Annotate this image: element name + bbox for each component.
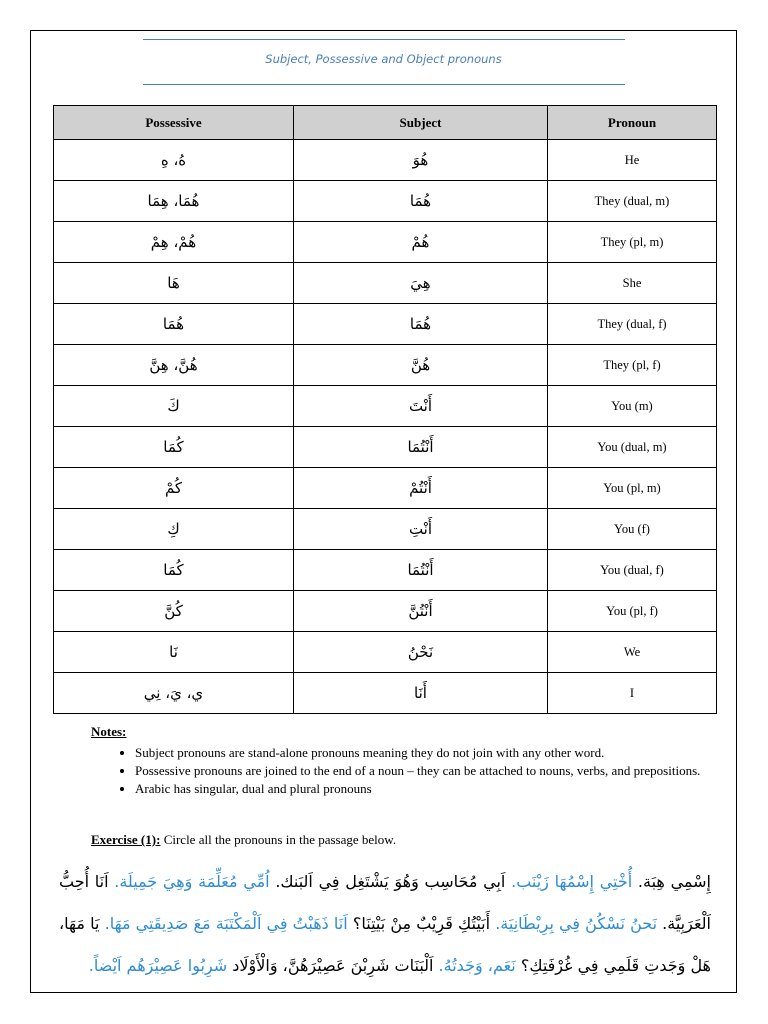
possessive-cell: هُنَّ، هِنَّ: [54, 345, 294, 386]
table-row: [54, 304, 717, 345]
possessive-cell: هَا: [54, 263, 294, 304]
possessive-cell: كُمْ: [54, 468, 294, 509]
pronoun-cell: You (dual, m): [548, 427, 717, 468]
table-row: [54, 509, 717, 550]
possessive-cell: كُمَا: [54, 427, 294, 468]
subject-cell: أَنْتِ: [294, 509, 548, 550]
pronoun-table: [53, 105, 717, 714]
passage-segment-highlighted: نَحنُ نَسْكُنُ فِي بِرِيْطَانِيَة.: [490, 914, 658, 933]
table-row: [54, 591, 717, 632]
table-row: [54, 140, 717, 181]
pronoun-cell: They (dual, m): [548, 181, 717, 222]
title-rule-bottom: [143, 84, 625, 85]
pronoun-cell: You (dual, f): [548, 550, 717, 591]
passage-segment-highlighted: شَرِبُوا عَصِيْرَهُم اَيْضاً.: [88, 956, 228, 975]
subject-cell: هُمَا: [294, 304, 548, 345]
header-subject: Subject: [294, 106, 548, 140]
subject-cell: هُمْ: [294, 222, 548, 263]
subject-cell: هُمَا: [294, 181, 548, 222]
subject-cell: أَنْتُمْ: [294, 468, 548, 509]
pronoun-cell: She: [548, 263, 717, 304]
pronoun-cell: He: [548, 140, 717, 181]
document-page: [30, 30, 737, 993]
table-row: [54, 181, 717, 222]
subject-cell: نَحْنُ: [294, 632, 548, 673]
subject-cell: أَنْتُمَا: [294, 550, 548, 591]
passage-segment-highlighted: اَنَا ذَهَبْتُ فِي اَلْمَكْتَبَة مَعَ صَدِيقَتِي مَهَا.: [99, 914, 348, 933]
subject-cell: أَنَا: [294, 673, 548, 714]
possessive-cell: كُنَّ: [54, 591, 294, 632]
subject-cell: هِيَ: [294, 263, 548, 304]
passage-segment-highlighted: أُخْتِي إِسْمُهَا زَيْنَب.: [505, 872, 633, 891]
possessive-cell: هُ، هِ: [54, 140, 294, 181]
possessive-cell: هُمَا: [54, 304, 294, 345]
table-row: [54, 673, 717, 714]
pronoun-cell: You (pl, f): [548, 591, 717, 632]
pronoun-cell: They (pl, f): [548, 345, 717, 386]
possessive-cell: كَ: [54, 386, 294, 427]
table-row: [54, 386, 717, 427]
subject-cell: أَنْتَ: [294, 386, 548, 427]
page-title: Subject, Possessive and Object pronouns: [265, 52, 502, 66]
exercise-instruction: [91, 832, 396, 848]
header-possessive: Possessive: [54, 106, 294, 140]
table-row: [54, 550, 717, 591]
pronoun-cell: They (pl, m): [548, 222, 717, 263]
possessive-cell: هُمْ، هِمْ: [54, 222, 294, 263]
passage-segment: إِسْمِي هِبَة.: [632, 872, 712, 891]
possessive-cell: ي، يَ، نِي: [54, 673, 294, 714]
table-row: [54, 263, 717, 304]
table-row: [54, 222, 717, 263]
passage-segment: اَنَا أُحِبُّ اَلْعَرَبِيَّة.: [59, 872, 711, 933]
possessive-cell: هُمَا، هِمَا: [54, 181, 294, 222]
table-row: [54, 427, 717, 468]
arabic-passage: [59, 861, 711, 987]
exercise-text: Circle all the pronouns in the passage below.: [160, 832, 397, 847]
note-item: • Possessive pronouns are joined to the end of a noun – they can be attached to nouns, verbs, and prepositions.: [135, 763, 735, 779]
header-pronoun: Pronoun: [548, 106, 717, 140]
passage-segment-highlighted: نَعَم، وَجَدتُهُ.: [433, 956, 516, 975]
note-item: • Subject pronouns are stand-alone pronouns meaning they do not join with any other word.: [135, 745, 735, 761]
pronoun-cell: You (m): [548, 386, 717, 427]
title-rule-top: [143, 39, 625, 40]
note-item: • Arabic has singular, dual and plural pronouns: [135, 781, 735, 797]
pronoun-cell: You (pl, m): [548, 468, 717, 509]
passage-segment: اَلْبَنَات شَرِبْنَ عَصِيْرَهُنَّ، وَالْأَوْلَاد: [227, 956, 434, 975]
table-row: [54, 345, 717, 386]
pronoun-cell: We: [548, 632, 717, 673]
notes-list: [91, 745, 735, 799]
passage-segment: أَبَيْتُكِ قَرِيْبٌ مِنْ بَيْتِنَا؟: [347, 914, 491, 933]
table-header-row: [54, 106, 717, 140]
possessive-cell: كِ: [54, 509, 294, 550]
subject-cell: هُوَ: [294, 140, 548, 181]
passage-segment-highlighted: اُمِّي مُعَلِّمَة وَهِيَ جَمِيلَة.: [108, 872, 270, 891]
passage-segment: اَبِي مُحَاسِب وَهُوَ يَشْتَغِل فِي اَلبَنك.: [269, 872, 506, 891]
passage-segment: يَا مَهَا، هَلْ وَجَدتِ قَلَمِي فِي غُرْفَتِكِ؟: [59, 914, 711, 975]
table-row: [54, 632, 717, 673]
subject-cell: أَنْتُمَا: [294, 427, 548, 468]
exercise-label: Exercise (1):: [91, 832, 161, 847]
pronoun-cell: They (dual, f): [548, 304, 717, 345]
possessive-cell: كُمَا: [54, 550, 294, 591]
table-row: [54, 468, 717, 509]
pronoun-cell: You (f): [548, 509, 717, 550]
subject-cell: هُنَّ: [294, 345, 548, 386]
subject-cell: أَنْتُنَّ: [294, 591, 548, 632]
possessive-cell: نَا: [54, 632, 294, 673]
notes-heading: Notes:: [91, 724, 127, 739]
pronoun-cell: I: [548, 673, 717, 714]
